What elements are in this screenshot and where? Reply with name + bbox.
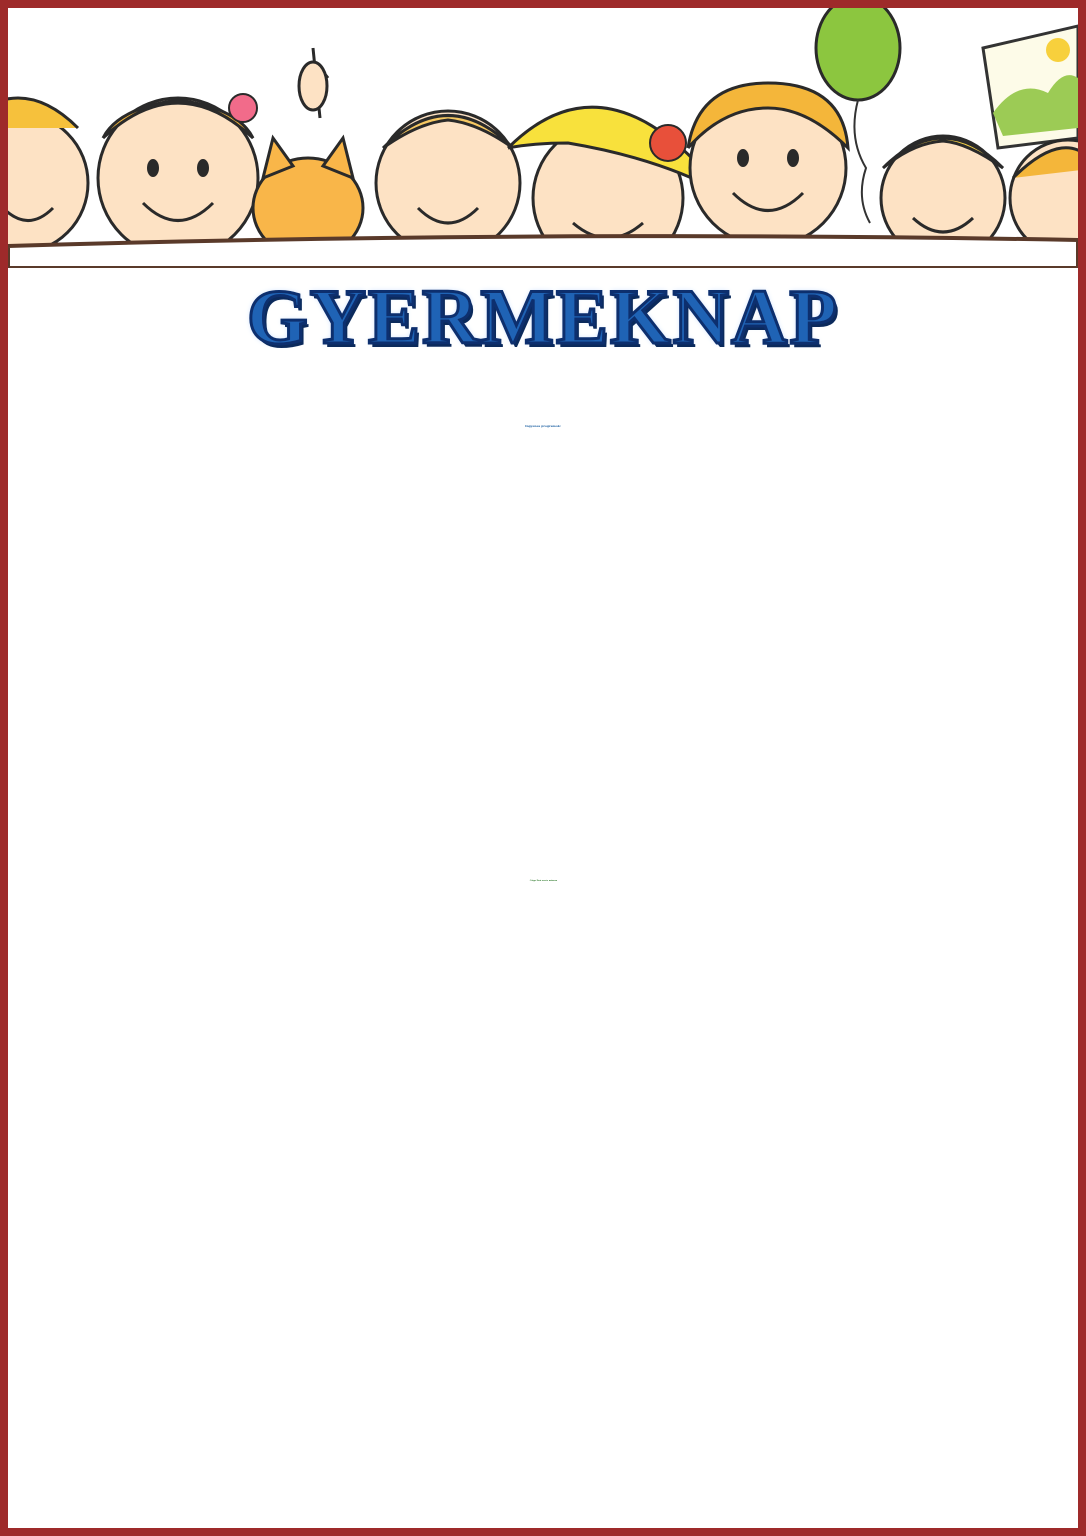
child-face-5 [688,83,848,246]
flag-illustration [983,26,1078,148]
child-face-3 [376,111,520,255]
child-face-1 [8,98,88,253]
children-illustration [8,8,1078,268]
child-face-2 [98,94,258,258]
programs-heading: Ingyenes programok: [525,424,561,428]
cat-illustration [253,48,363,258]
program-activity: Csiga Duó zenés műsora [529,880,558,882]
page-title: GYERMEKNAP [247,273,839,360]
program-item [0,878,1086,882]
